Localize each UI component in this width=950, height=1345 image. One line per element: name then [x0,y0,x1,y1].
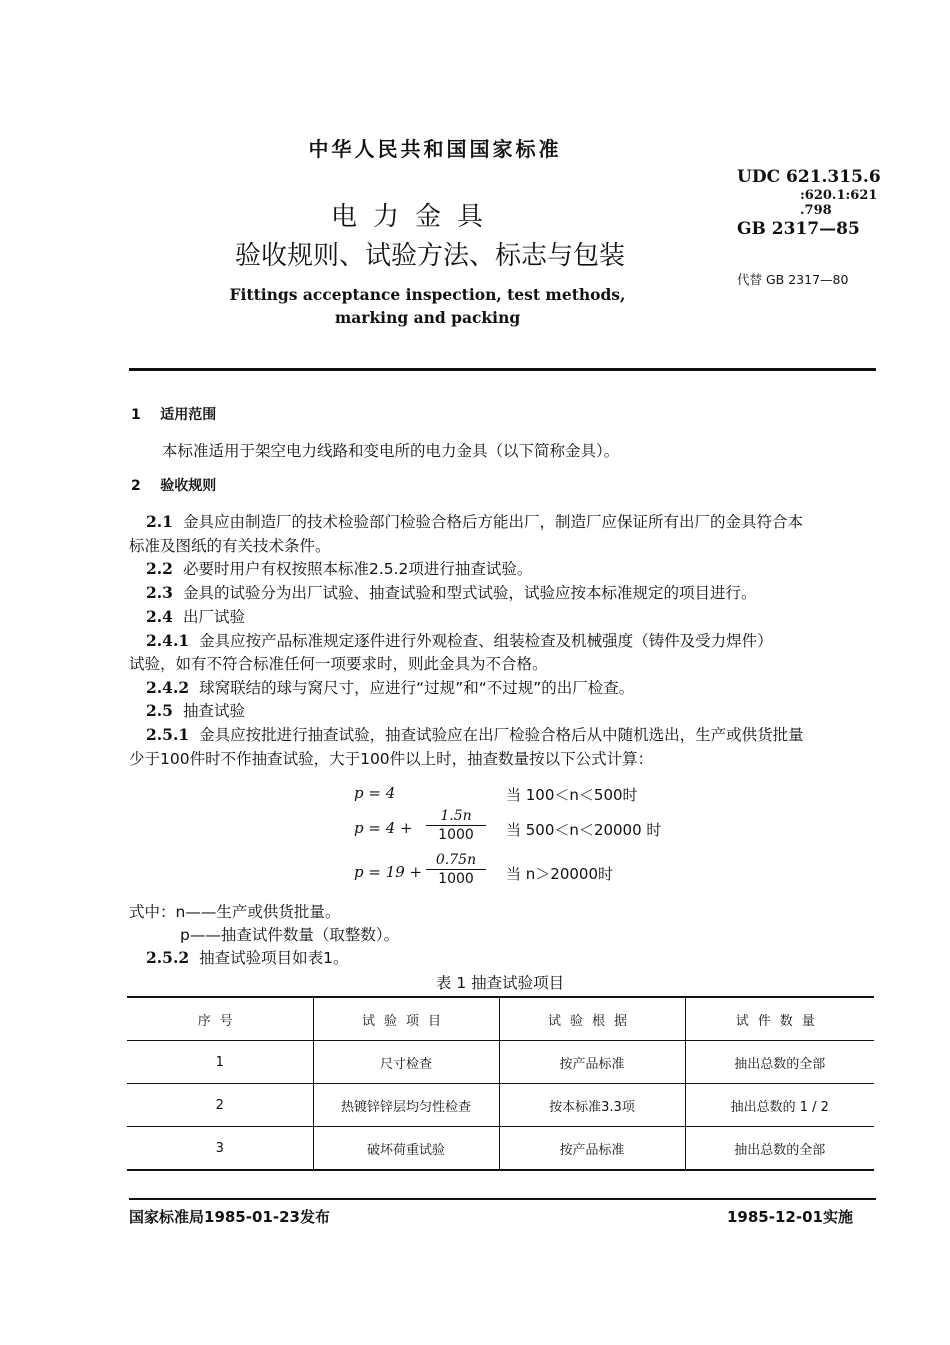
clause-2-4-2 [146,676,634,698]
section-number: 1 [131,407,141,423]
fraction-numerator: 1.5n [440,808,472,824]
clause-number: 2.4.1 [146,631,190,650]
table-cell: 尺寸检查 [313,1041,499,1084]
gb-number: GB 2317—85 [737,219,860,239]
table-header-row [127,997,874,1041]
standard-type: 中华人民共和国国家标准 [308,137,562,161]
clause-2-5-2 [146,946,349,968]
table-header: 序号 [127,997,313,1041]
clause-2-1-line1 [146,510,803,532]
clause-text: 金具应按批进行抽查试验，抽查试验应在出厂检验合格后从中随机选出，生产或供货批量 [199,726,804,744]
clause-text: 金具的试验分为出厂试验、抽查试验和型式试验，试验应按本标准规定的项目进行。 [182,584,757,602]
formula-3-lhs: p = 19 + [354,863,423,881]
fraction-bar [426,825,486,826]
section-title: 适用范围 [160,407,217,423]
udc-line2: :620.1:621 [800,188,878,203]
clause-text: 出厂试验 [182,608,245,626]
title-zh-line1: 电力金具 [330,202,499,232]
clause-2-5 [146,699,245,721]
clause-number: 2.5.1 [146,725,190,744]
clause-2-5-1-line1 [146,723,804,745]
fraction-numerator: 0.75n [435,852,477,868]
clause-text: 必要时用户有权按照本标准2.5.2项进行抽查试验。 [182,560,533,578]
clause-2-3 [146,581,756,603]
table-cell: 抽出总数的全部 [685,1041,874,1084]
clause-text: 抽查试验项目如表1。 [199,949,349,967]
clause-text: 金具应由制造厂的技术检验部门检验合格后方能出厂，制造厂应保证所有出厂的金具符合本 [182,513,803,531]
clause-number: 2.5 [146,701,173,720]
clause-2-4 [146,605,245,627]
table-row [127,1084,874,1127]
clause-number: 2.1 [146,512,173,531]
fraction-denominator: 1000 [438,871,474,887]
table-row [127,1127,874,1171]
section-1-heading [131,404,216,424]
table-cell: 热镀锌锌层均匀性检查 [313,1084,499,1127]
formula-3-condition: 当 n＞20000时 [506,865,613,883]
table-cell: 按本标准3.3项 [499,1084,685,1127]
fraction-bar [426,869,486,870]
table-row [127,1041,874,1084]
section-2-heading [131,475,216,495]
replaces-note: 代替 GB 2317—80 [737,272,849,287]
clause-2-5-1-line2: 少于100件时不作抽查试验，大于100件以上时，抽查数量按以下公式计算： [129,750,654,768]
table-cell: 抽出总数的全部 [685,1127,874,1171]
clause-text: 球窝联结的球与窝尺寸，应进行“过规”和“不过规”的出厂检查。 [199,679,635,697]
udc-line1: 621.315.6 [786,167,881,187]
section-1-text: 本标准适用于架空电力线路和变电所的电力金具（以下简称金具）。 [162,442,620,460]
formula-1-lhs: p = 4 [354,784,396,802]
clause-text: 抽查试验 [182,702,245,720]
issued-date: 国家标准局1985-01-23发布 [129,1208,330,1226]
table-cell: 1 [127,1041,313,1084]
header-divider [129,368,876,371]
table-header: 试验项目 [313,997,499,1041]
udc-line3: .798 [800,203,832,218]
clause-number: 2.4 [146,607,173,626]
formula-1-condition: 当 100＜n＜500时 [506,786,638,804]
table-cell: 2 [127,1084,313,1127]
clause-number: 2.2 [146,559,173,578]
udc-code [737,168,881,186]
section-number: 2 [131,478,141,494]
clause-2-4-1-line2: 试验，如有不符合标准任何一项要求时，则此金具为不合格。 [129,655,548,673]
table-cell: 按产品标准 [499,1127,685,1171]
table-cell: 按产品标准 [499,1041,685,1084]
clause-number: 2.4.2 [146,678,190,697]
clause-number: 2.5.2 [146,948,190,967]
title-en-line2: marking and packing [334,308,521,327]
clause-2-1-line2: 标准及图纸的有关技术条件。 [129,537,331,555]
formula-where-1: 式中：n——生产或供货批量。 [129,903,341,921]
formula-3-fraction [426,852,486,887]
clause-text: 金具应按产品标准规定逐件进行外观检查、组装检查及机械强度（铸件及受力焊件） [199,632,773,650]
clause-2-4-1-line1 [146,629,773,651]
formula-2-condition: 当 500＜n＜20000 时 [506,821,662,839]
table-caption: 表 1 抽查试验项目 [435,974,565,992]
section-title: 验收规则 [160,478,217,494]
table-cell: 破坏荷重试验 [313,1127,499,1171]
formula-where-2: p——抽查试件数量（取整数）。 [180,926,400,944]
footer-divider [129,1198,876,1200]
fraction-denominator: 1000 [438,827,474,843]
udc-label: UDC [737,167,781,187]
title-zh-line2: 验收规则、试验方法、标志与包装 [234,241,625,271]
effective-date: 1985-12-01实施 [727,1208,853,1226]
table-header: 试件数量 [685,997,874,1041]
table-header: 试验根据 [499,997,685,1041]
formula-2-lhs: p = 4 + [354,819,413,837]
clause-number: 2.3 [146,583,173,602]
table-cell: 3 [127,1127,313,1171]
title-en-line1: Fittings acceptance inspection, test methods, [229,285,626,304]
clause-2-2 [146,557,532,579]
sampling-test-table [127,996,874,1171]
formula-2-fraction [426,808,486,843]
table-cell: 抽出总数的 1 / 2 [685,1084,874,1127]
